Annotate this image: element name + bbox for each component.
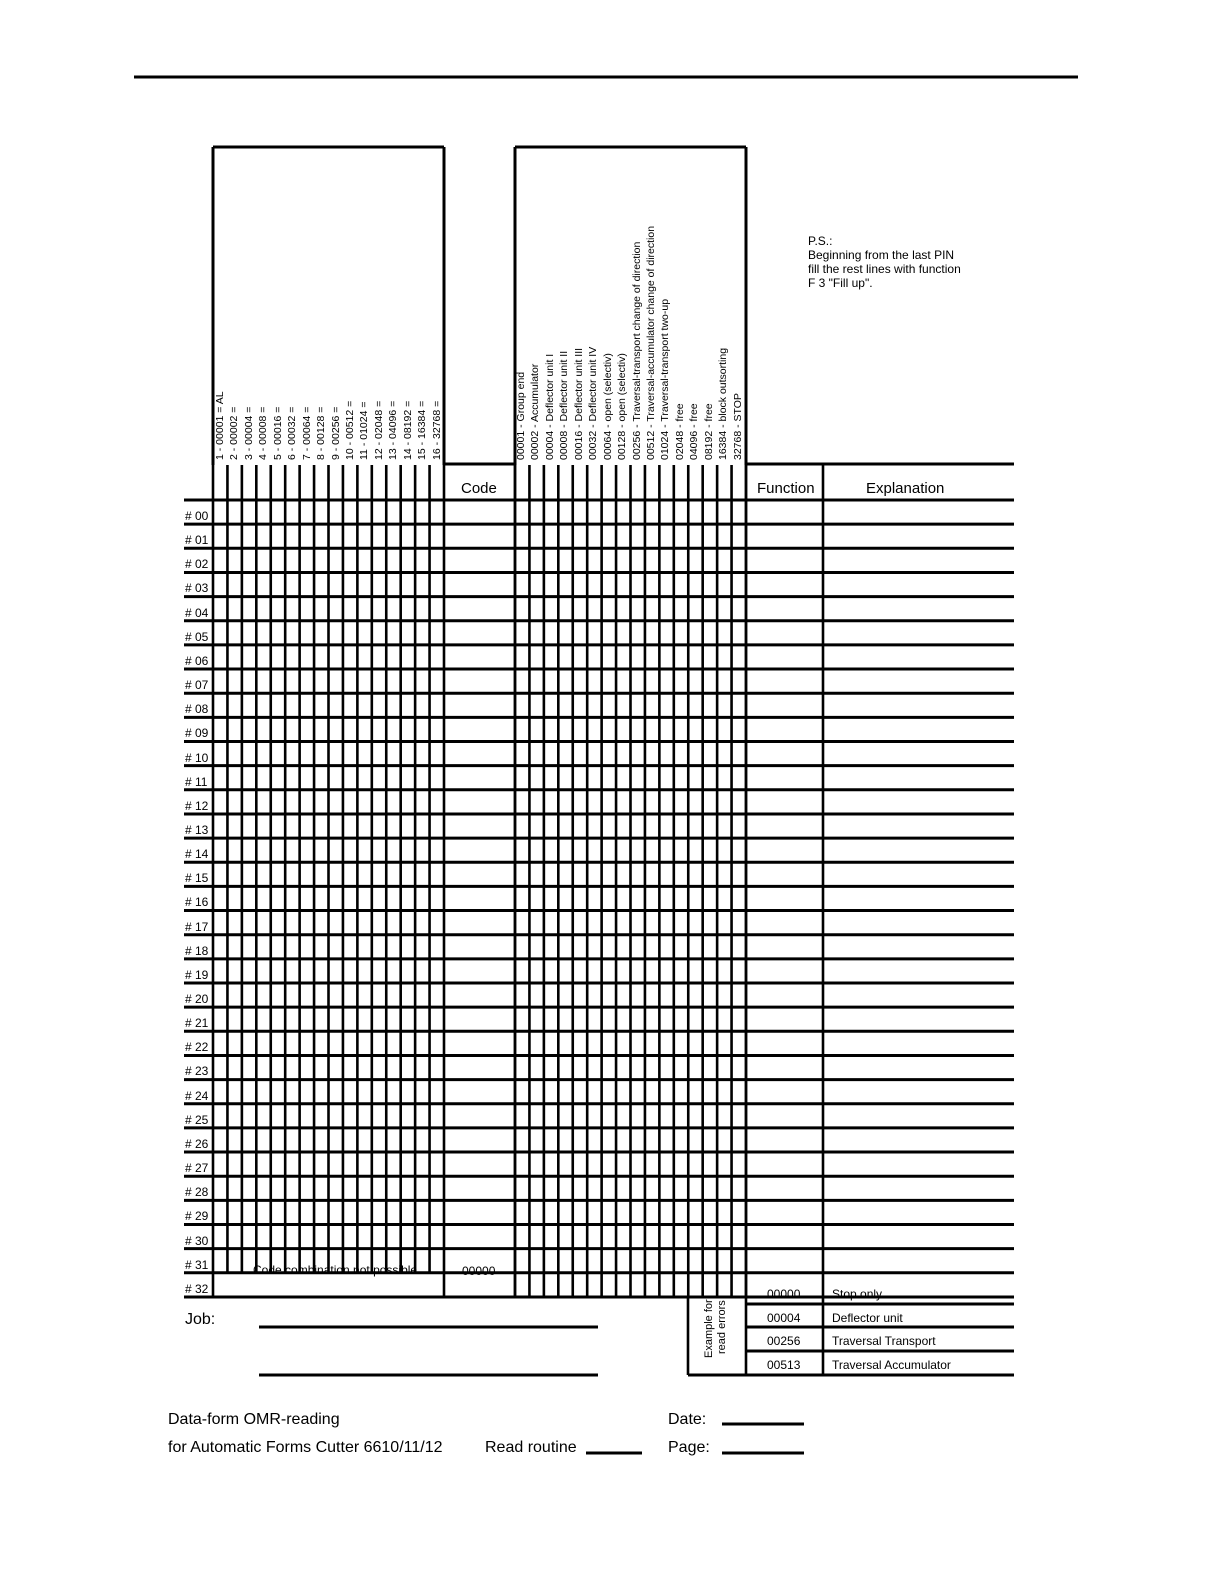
row-label: # 13 — [185, 822, 209, 837]
example-label-line2: read errors — [716, 1300, 728, 1354]
pin-column-label: 2 - 00002 = — [228, 406, 241, 460]
function-column-label: 00064 - open (selectiv) — [601, 353, 614, 460]
function-column-label: 00004 - Deflector unit I — [543, 353, 556, 460]
code-combination-note: Code combination not possible — [253, 1263, 418, 1277]
row-label: # 06 — [185, 653, 209, 668]
row-label: # 24 — [185, 1088, 209, 1103]
row-label: # 19 — [185, 967, 209, 982]
example-text-1: Deflector unit — [832, 1311, 903, 1325]
row-label: # 08 — [185, 702, 209, 717]
row-label: # 09 — [185, 726, 209, 741]
function-column-label: 00128 - open (selectiv) — [616, 353, 629, 460]
ps-note-line2: Beginning from the last PIN — [808, 248, 955, 262]
row-label: # 21 — [185, 1016, 209, 1031]
pin-column-label: 5 - 00016 = — [271, 406, 284, 460]
pin-column-label: 11 - 01024 = — [358, 401, 371, 460]
grid-lines — [184, 147, 1014, 1453]
ps-note-line1: P.S.: — [808, 234, 833, 248]
job-label: Job: — [185, 1311, 216, 1328]
row-label: # 22 — [185, 1040, 209, 1055]
pin-column-label: 6 - 00032 = — [286, 406, 299, 460]
row-label: # 02 — [185, 557, 209, 572]
row-label: # 30 — [185, 1233, 209, 1248]
row-label: # 15 — [185, 871, 209, 886]
pin-column-label: 1 - 00001 = AL — [214, 391, 226, 460]
row-label: # 05 — [185, 629, 209, 644]
function-column-label: 08192 - free — [702, 403, 715, 460]
row-label: # 10 — [185, 750, 209, 765]
code-header: Code — [461, 480, 497, 497]
example-text-0: Stop only — [832, 1287, 883, 1301]
pin-column-label: 8 - 00128 = — [315, 406, 328, 460]
ps-note-line3: fill the rest lines with function — [808, 262, 961, 276]
row-label: # 27 — [185, 1161, 209, 1176]
row-label: # 11 — [185, 774, 208, 789]
read-routine-label: Read routine — [485, 1439, 577, 1456]
row-label: # 14 — [185, 847, 209, 862]
page-label: Page: — [668, 1439, 710, 1456]
example-text-3: Traversal Accumulator — [832, 1358, 951, 1372]
function-column-label: 00001 - Group end — [515, 371, 527, 460]
last-row-code: 00000 — [462, 1264, 496, 1278]
row-label: # 18 — [185, 943, 209, 958]
pin-column-label: 7 - 00064 = — [300, 406, 313, 460]
example-code-3: 00513 — [767, 1358, 801, 1372]
row-label: # 25 — [185, 1112, 209, 1127]
function-column-label: 32768 - STOP — [731, 393, 744, 460]
example-code-0: 00000 — [767, 1287, 801, 1301]
pin-column-label: 12 - 02048 = — [372, 400, 385, 460]
row-label: # 26 — [185, 1136, 209, 1151]
pin-column-label: 14 - 08192 = — [401, 400, 414, 460]
pin-column-label: 15 - 16384 = — [416, 400, 429, 460]
pin-column-label: 9 - 00256 = — [329, 406, 342, 460]
example-label-line1: Example for — [703, 1299, 715, 1358]
pin-column-label: 4 - 00008 = — [257, 406, 270, 460]
footer-title-line1: Data-form OMR-reading — [168, 1411, 340, 1428]
date-label: Date: — [668, 1411, 707, 1428]
example-code-2: 00256 — [767, 1334, 801, 1348]
row-label: # 04 — [185, 605, 209, 620]
pin-column-label: 16 - 32768 = — [430, 400, 443, 460]
function-column-label: 00002 - Accumulator — [529, 363, 542, 460]
example-text-2: Traversal Transport — [832, 1334, 936, 1348]
function-column-label: 00512 - Traversal-accumulator change of direction — [644, 225, 657, 460]
row-label: # 07 — [185, 678, 209, 693]
function-column-label: 00032 - Deflector unit IV — [587, 346, 600, 460]
function-column-label: 00016 - Deflector unit III — [572, 347, 585, 460]
row-label: # 20 — [185, 992, 209, 1006]
row-label: # 23 — [185, 1064, 209, 1079]
footer-title-line2: for Automatic Forms Cutter 6610/11/12 — [168, 1439, 443, 1456]
ps-note-line4: F 3 "Fill up". — [808, 276, 873, 290]
row-label: # 32 — [185, 1281, 209, 1296]
row-label: # 03 — [185, 581, 209, 596]
function-header: Function — [757, 480, 815, 497]
row-label: # 31 — [185, 1257, 209, 1272]
function-column-label: 00256 - Traversal-transport change of direction — [630, 241, 643, 460]
function-column-label: 00008 - Deflector unit II — [558, 350, 571, 460]
row-label: # 28 — [185, 1185, 209, 1200]
function-column-label: 01024 - Traversal-transport two-up — [659, 298, 672, 460]
row-label: # 01 — [185, 533, 209, 548]
explanation-header: Explanation — [866, 480, 945, 497]
row-label: # 29 — [185, 1209, 209, 1224]
example-code-1: 00004 — [767, 1311, 801, 1325]
function-column-label: 02048 - free — [673, 403, 686, 460]
pin-column-label: 10 - 00512 = — [343, 400, 356, 460]
row-label: # 12 — [185, 798, 209, 813]
function-column-label: 04096 - free — [688, 403, 701, 460]
row-label: # 17 — [185, 919, 209, 934]
pin-column-label: 13 - 04096 = — [387, 400, 400, 460]
pin-column-label: 3 - 00004 = — [242, 406, 255, 460]
function-column-label: 16384 - block outsorting — [717, 347, 730, 460]
row-label: # 16 — [185, 895, 209, 910]
row-label: # 00 — [185, 509, 209, 523]
